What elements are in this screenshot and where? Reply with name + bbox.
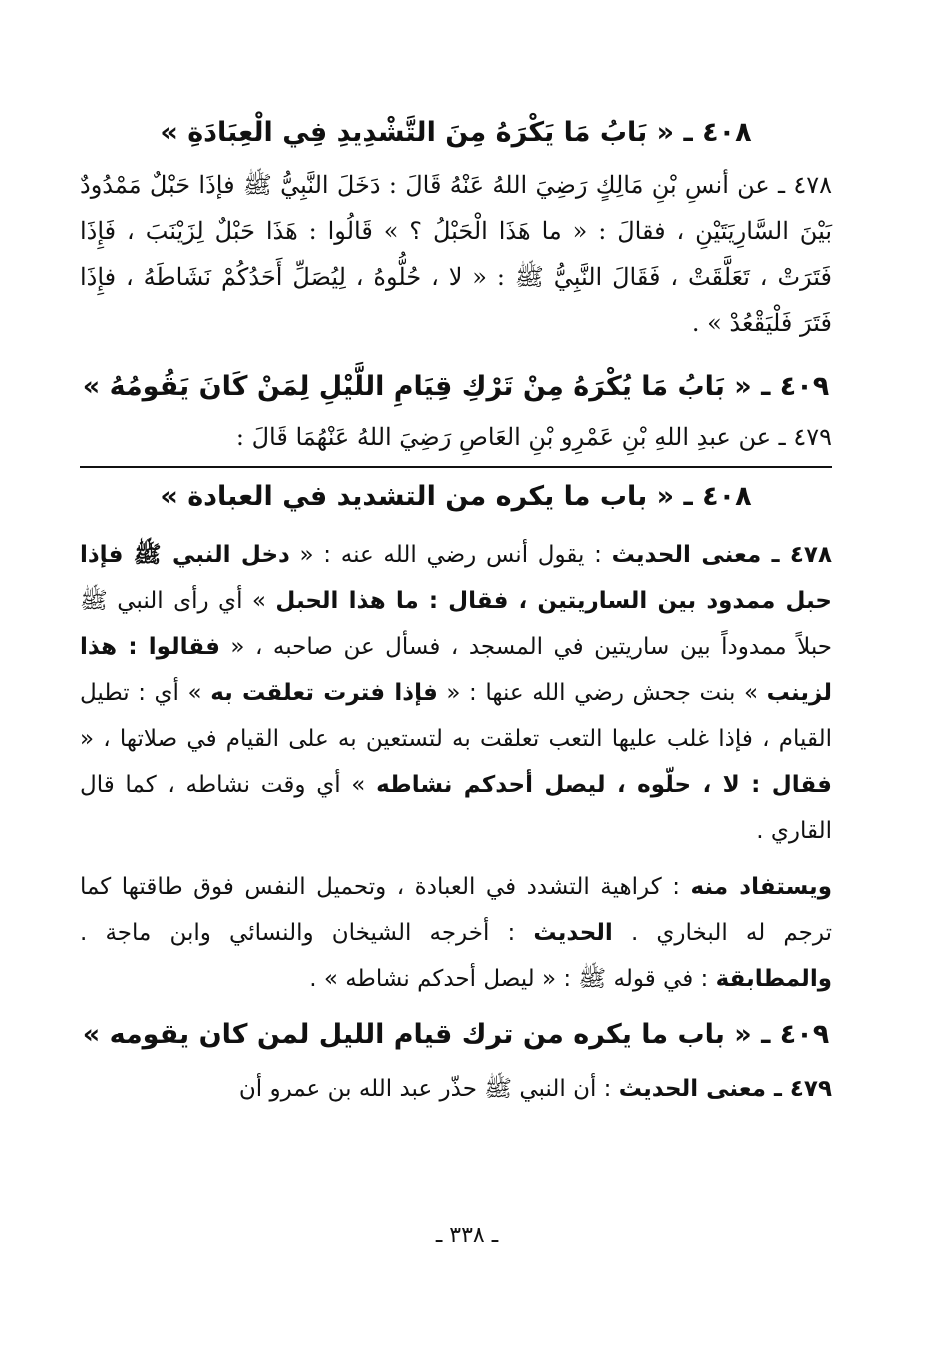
hadith-text-479 [80, 414, 832, 462]
commentary-heading-409: ٤٠٩ ـ « باب ما يكره من ترك قيام الليل لمن كان يقومه » [82, 1019, 830, 1050]
commentary-paragraph-478 [80, 532, 832, 854]
hadith-source-text: : أخرجه الشيخان والنسائي وابن ماجة . [80, 920, 534, 946]
commentary-quote: فقالوا : هذا لزينب [80, 634, 832, 706]
hadith-source-label: الحديث [533, 920, 613, 946]
benefit-label: ويستفاد منه [690, 874, 832, 900]
chapter-heading-409: ٤٠٩ ـ « بَابُ مَا يُكْرَهُ مِنْ تَرْكِ قِيَامِ اللَّيْلِ لِمَنْ كَانَ يَقُومُهُ » [82, 371, 830, 402]
benefit-paragraph [80, 864, 832, 1002]
commentary-text: » بنت جحش رضي الله عنها : « [437, 680, 767, 706]
commentary-text: : أن النبي ﷺ حذّر عبد الله بن عمرو أن [238, 1076, 619, 1102]
commentary-lead-478: ٤٧٨ ـ معنى الحديث [611, 542, 832, 568]
commentary-heading-408: ٤٠٨ ـ « باب ما يكره من التشديد في العبادة » [160, 481, 752, 512]
commentary-paragraph-479 [80, 1066, 832, 1112]
hadith-text-478: ٤٧٨ ـ عن أنسِ بْنِ مَالِكٍ رَضِيَ اللهُ عَنْهُ قَالَ : دَخَلَ النَّبِيُّ ﷺ فإذَا حَبْلٌ مَمْدُودٌ بَيْنَ السَّارِيَتَيْنِ ، فقالَ : « ما هَذَا الْحَبْلُ ؟ » قَالُوا : هَذَا حَبْلٌ لِزَيْنَبَ ، فَإِذَا فَتَرَتْ ، تَعَلَّقَتْ ، فَقَالَ النَّبِيُّ ﷺ : « لا ، حُلُّوهُ ، لِيُصَلِّ أَحَدُكُمْ نَشَاطَهُ ، فإِذَا فَتَرَ فَلْيَقْعُدْ » . [80, 171, 832, 337]
benefit-text: : كراهية التشدد في العبادة ، وتحميل النفس فوق طاقتها كما ترجم له البخاري . [80, 874, 832, 946]
commentary-lead-479: ٤٧٩ ـ معنى الحديث [618, 1076, 832, 1102]
book-page [80, 96, 832, 1112]
commentary-text: » أي وقت نشاطه ، كما قال القاري . [80, 772, 832, 844]
commentary-text: : يقول أنس رضي الله عنه : « [289, 542, 612, 568]
commentary-text: » أي رأى النبي ﷺ حبلاً ممدوداً بين ساريتين في المسجد ، فسأل عن صاحبه ، « [80, 588, 832, 660]
commentary-quote: دخل النبي ﷺ فإذا حبل ممدود بين الساريتين ، فقال : ما هذا الحبل [80, 542, 832, 614]
chapter-heading-408: ٤٠٨ ـ « بَابُ مَا يَكْرَهُ مِنَ التَّشْدِيدِ فِي الْعِبَادَةِ » [160, 117, 752, 148]
correspondence-text: : في قوله ﷺ : « ليصل أحدكم نشاطه » . [309, 966, 716, 992]
page-number: ـ ٣٣٨ ـ [435, 1223, 499, 1248]
hadith-text-479-line: ٤٧٩ ـ عن عبدِ اللهِ بْنِ عَمْرِو بْنِ العَاصِ رَضِيَ اللهُ عَنْهُمَا قَالَ : [235, 423, 832, 451]
commentary-quote: فقال : لا ، حلّوه ، ليصل أحدكم نشاطه [376, 772, 832, 798]
commentary-text: » أي : تطيل القيام ، فإذا غلب عليها التعب تعلقت به لتستعين به على القيام في صلاتها ، « [80, 680, 832, 752]
commentary-quote: فإذا فترت تعلقت به [210, 680, 438, 706]
correspondence-label: والمطابقة [715, 966, 832, 992]
section-divider [80, 466, 832, 468]
